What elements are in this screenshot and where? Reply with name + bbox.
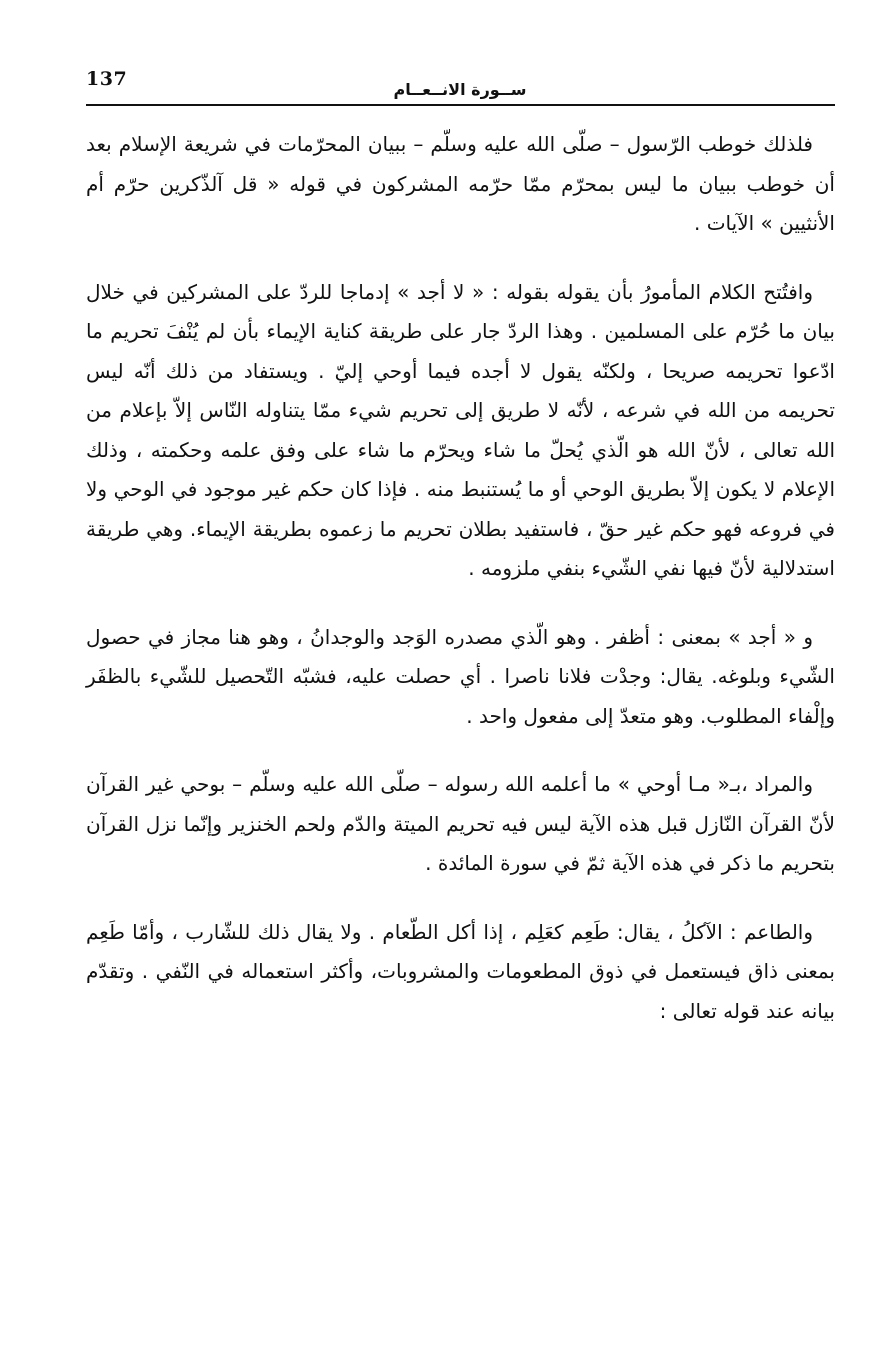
header-rule [86,104,835,106]
paragraph-2: وافتُتح الكلام المأمورُ بأن يقوله بقوله : « لا أجد » إدماجا للردّ على المشركين في خلال بيان ما حُرّم على المسلمين . وهذا الردّ جار على طريقة كناية الإيماء بأن لم يُنْفَ تحريم ما ادّعوا تحريمه صريحا ، ولكنّه يقول لا أجده فيما أوحي إليّ . ويستفاد من ذلك أنّه ليس تحريمه من الله في شرعه ، لأنّه لا طريق إلى تحريم شيء ممّا يتناوله النّاس إلاّ بإعلام من الله تعالى ، لأنّ الله هو الّذي يُحلّ ما شاء ويحرّم ما شاء على وفق علمه وحكمته ، وذلك الإعلام لا يكون إلاّ بطريق الوحي أو ما يُستنبط منه . فإذا كان حكم غير موجود في الوحي ولا في فروعه فهو حكم غير حقّ ، فاستفيد بطلان تحريم ما زعموه بطريقة الإيماء. وهي طريقة استدلالية لأنّ فيها نفي الشّيء بنفي ملزومه . [86,279,835,580]
paragraph-4: والمراد ،بـ« مـا أوحي » ما أعلمه الله رسوله – صلّى الله عليه وسلّم – بوحي غير القرآن لأنّ القرآن النّازل قبل هذه الآية ليس فيه تحريم الميتة والدّم ولحم الخنزير وإنّما نزل القرآن بتحريم ما ذكر في هذه الآية ثمّ في سورة المائدة . [86,772,835,875]
body-text [86,125,835,1031]
paragraph-3: و « أجد » بمعنى : أظفر . وهو الّذي مصدره الوَجد والوجدانُ ، وهو هنا مجاز في حصول الشّيء وبلوغه. يقال: وجدْت فلانا ناصرا . أي حصلت عليه، فشبّه التّحصيل للشّيء بالظفَر وإلْفاء المطلوب. وهو متعدّ إلى مفعول واحد . [86,624,835,728]
paragraph-5: والطاعم : الآكلُ ، يقال: طَعِم كعَلِم ، إذا أكل الطّعام . ولا يقال ذلك للشّارب ، وأمّا طَعِم بمعنى ذاق فيستعمل في ذوق المطعومات والمشروبات، وأكثر استعماله في النّفي . وتقدّم بيانه عند قوله تعالى : [86,919,835,1023]
paragraph-1: فلذلك خوطب الرّسول – صلّى الله عليه وسلّم – ببيان المحرّمات في شريعة الإسلام بعد أن خوطب ببيان ما ليس بمحرّم ممّا حرّمه المشركون في قوله « قل آلذّكرين حرّم أم الأنثيين » الآيات . [86,132,835,235]
running-head-title: ســورة الانــعــام [393,80,527,99]
page-number: 137 [86,68,128,90]
